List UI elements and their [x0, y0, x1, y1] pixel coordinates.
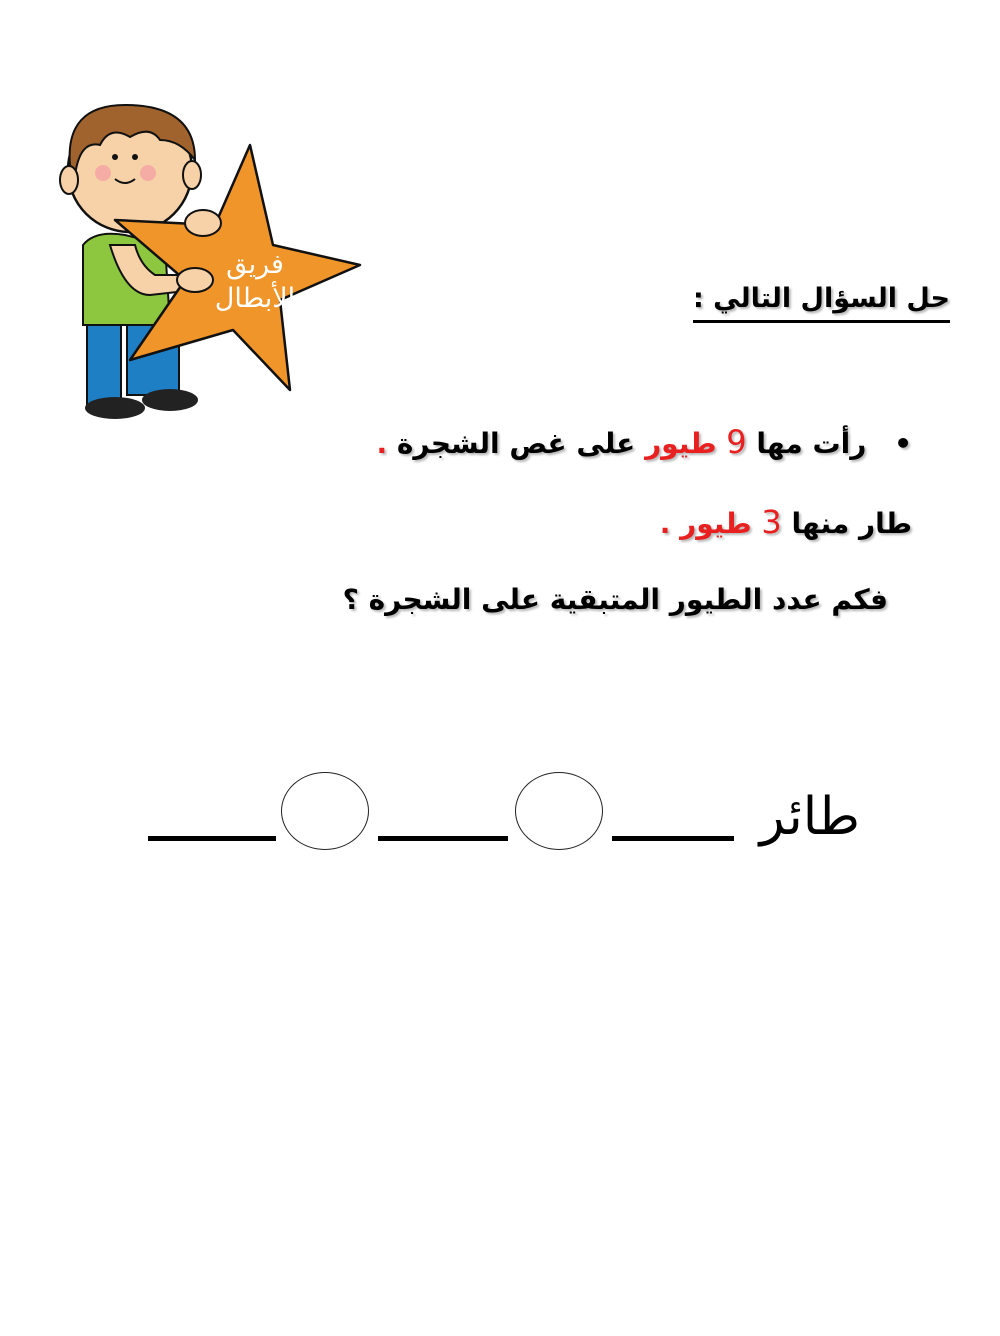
bullet-icon: • — [894, 427, 912, 460]
answer-blank-1[interactable] — [612, 836, 734, 841]
question-line-1-end: . — [376, 427, 388, 460]
star-label: فريق الأبطال — [214, 249, 296, 314]
question-line-2-unit: طيور . — [659, 507, 752, 540]
question-line-1-part-2: على غص الشجرة — [396, 427, 636, 460]
question-line-1 — [376, 420, 912, 466]
operator-circle-2[interactable] — [281, 772, 369, 850]
answer-word: طائر — [759, 787, 860, 847]
question-line-2-part-1: طار منها — [791, 507, 912, 540]
page-title: حل السؤال التالي : — [693, 280, 950, 323]
question-line-1-unit: طيور — [645, 427, 717, 460]
question-line-2-number: 3 — [761, 503, 782, 541]
answer-blank-2[interactable] — [378, 836, 508, 841]
answer-blank-3[interactable] — [148, 836, 276, 841]
question-line-1-part-1: رأت مها — [756, 427, 867, 460]
question-line-2 — [660, 500, 912, 546]
question-line-3: فكم عدد الطيور المتبقية على الشجرة ؟ — [342, 583, 888, 616]
operator-circle-1[interactable] — [515, 772, 603, 850]
question-line-1-number: 9 — [726, 423, 747, 461]
